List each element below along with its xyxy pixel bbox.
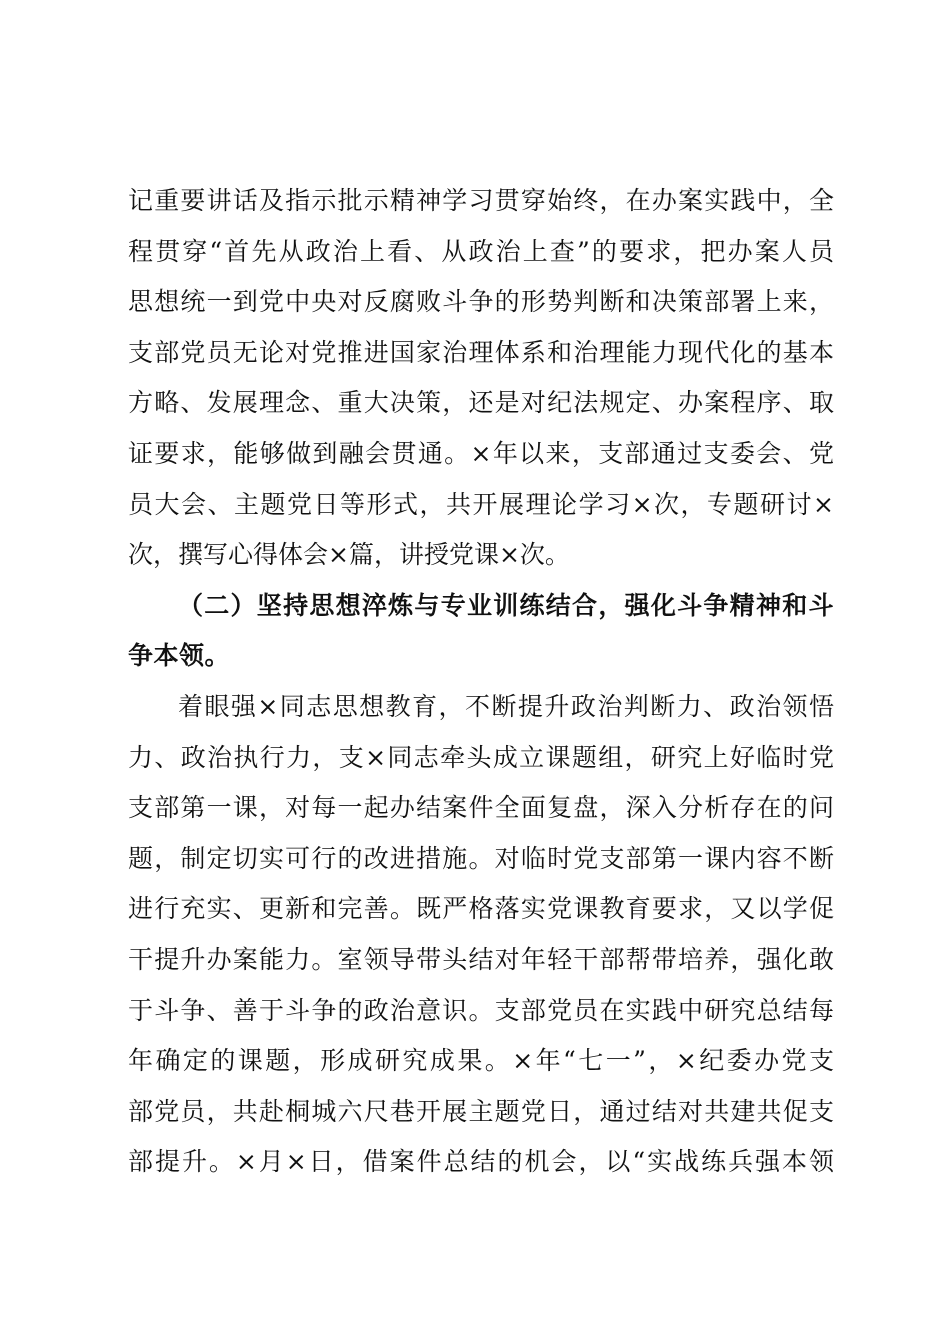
paragraph-1-line: 方略、发展理念、重大决策，还是对纪法规定、办案程序、取 [128, 388, 834, 418]
paragraph-1-line: 支部党员无论对党推进国家治理体系和治理能力现代化的基本 [128, 337, 834, 367]
paragraph-2-line: 于斗争、善于斗争的政治意识。支部党员在实践中研究总结每 [128, 995, 834, 1025]
paragraph-2-line: 力、政治执行力，支×同志牵头成立课题组，研究上好临时党 [128, 742, 834, 772]
paragraph-1-line: 员大会、主题党日等形式，共开展理论学习×次，专题研讨× [128, 489, 834, 519]
paragraph-2-line: 着眼强×同志思想教育，不断提升政治判断力、政治领悟 [178, 691, 834, 721]
paragraph-1-line: 思想统一到党中央对反腐败斗争的形势判断和决策部署上来， [128, 287, 834, 317]
section-heading-line: 争本领。 [128, 641, 231, 671]
paragraph-2-line: 干提升办案能力。室领导带头结对年轻干部帮带培养，强化敢 [128, 944, 834, 974]
paragraph-1-line: 证要求，能够做到融会贯通。×年以来，支部通过支委会、党 [128, 438, 834, 468]
paragraph-2-line: 部提升。×月×日，借案件总结的机会，以“实战练兵强本领 [128, 1147, 834, 1177]
section-heading-line: （二）坚持思想淬炼与专业训练结合，强化斗争精神和斗 [178, 590, 834, 620]
document-body [128, 176, 834, 1188]
paragraph-2-line: 年确定的课题，形成研究成果。×年“七一”，×纪委办党支 [128, 1046, 834, 1076]
paragraph-1-line: 程贯穿“首先从政治上看、从政治上查”的要求，把办案人员 [128, 236, 834, 266]
paragraph-2-line: 进行充实、更新和完善。既严格落实党课教育要求，又以学促 [128, 894, 834, 924]
paragraph-1-line: 次，撰写心得体会×篇，讲授党课×次。 [128, 540, 570, 570]
paragraph-2-line: 支部第一课，对每一起办结案件全面复盘，深入分析存在的问 [128, 793, 834, 823]
paragraph-2-line: 题，制定切实可行的改进措施。对临时党支部第一课内容不断 [128, 843, 834, 873]
paragraph-2-line: 部党员，共赴桐城六尺巷开展主题党日，通过结对共建共促支 [128, 1096, 834, 1126]
paragraph-1-line: 记重要讲话及指示批示精神学习贯穿始终，在办案实践中，全 [128, 186, 834, 215]
